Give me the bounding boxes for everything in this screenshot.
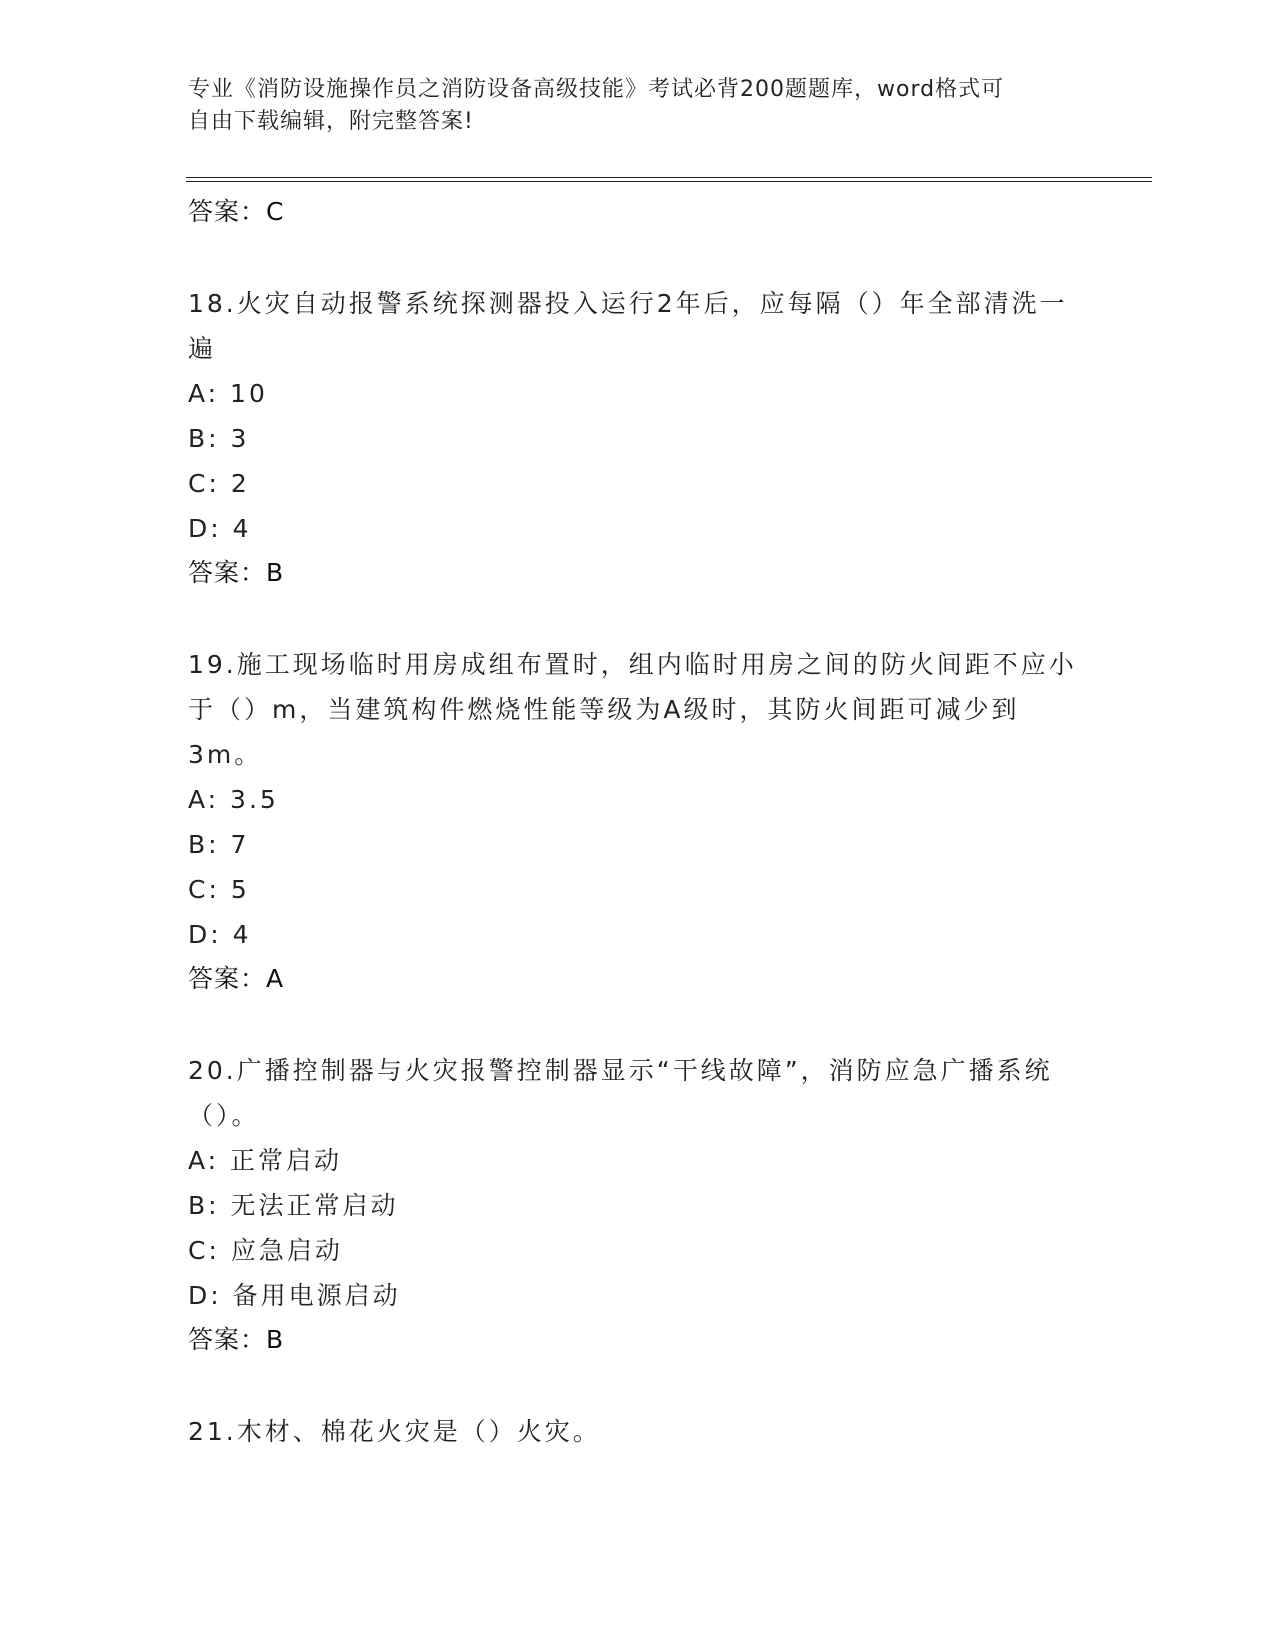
header-divider-bottom bbox=[186, 181, 1152, 182]
question-block-21 bbox=[188, 1409, 1088, 1454]
option-b: B: 7 bbox=[188, 830, 250, 859]
option-a: A: 正常启动 bbox=[188, 1146, 343, 1175]
header-line-1: 专业《消防设施操作员之消防设备高级技能》考试必背200题题库，word格式可 bbox=[188, 77, 1005, 102]
question-text: 20.广播控制器与火灾报警控制器显示“干线故障”，消防应急广播系统（）。 bbox=[188, 1056, 1053, 1130]
option-c: C: 2 bbox=[188, 469, 250, 498]
question-block-18 bbox=[188, 281, 1088, 595]
option-b: B: 3 bbox=[188, 424, 250, 453]
answer-line: 答案：C bbox=[188, 197, 285, 226]
answer-line: 答案：B bbox=[188, 558, 285, 587]
option-a: A: 3.5 bbox=[188, 785, 279, 814]
question-text: 21.木材、棉花火灾是（）火灾。 bbox=[188, 1417, 601, 1446]
option-a: A: 10 bbox=[188, 379, 268, 408]
question-text: 19.施工现场临时用房成组布置时，组内临时用房之间的防火间距不应小于（）m，当建筑构件燃烧性能等级为A级时，其防火间距可减少到3m。 bbox=[188, 650, 1077, 769]
option-c: C: 5 bbox=[188, 875, 250, 904]
header-line-2: 自由下载编辑，附完整答案! bbox=[188, 109, 474, 134]
document-header bbox=[188, 74, 1088, 138]
option-d: D: 4 bbox=[188, 920, 252, 949]
option-d: D: 4 bbox=[188, 514, 252, 543]
question-list bbox=[188, 190, 1088, 1454]
option-b: B: 无法正常启动 bbox=[188, 1191, 399, 1220]
answer-line: 答案：A bbox=[188, 964, 285, 993]
question-block-20 bbox=[188, 1048, 1088, 1362]
answer-line: 答案：B bbox=[188, 1325, 285, 1354]
option-d: D: 备用电源启动 bbox=[188, 1281, 401, 1310]
question-block-19 bbox=[188, 642, 1088, 1001]
option-c: C: 应急启动 bbox=[188, 1236, 343, 1265]
header-divider-top bbox=[186, 177, 1152, 178]
question-text: 18.火灾自动报警系统探测器投入运行2年后，应每隔（）年全部清洗一遍 bbox=[188, 289, 1068, 363]
